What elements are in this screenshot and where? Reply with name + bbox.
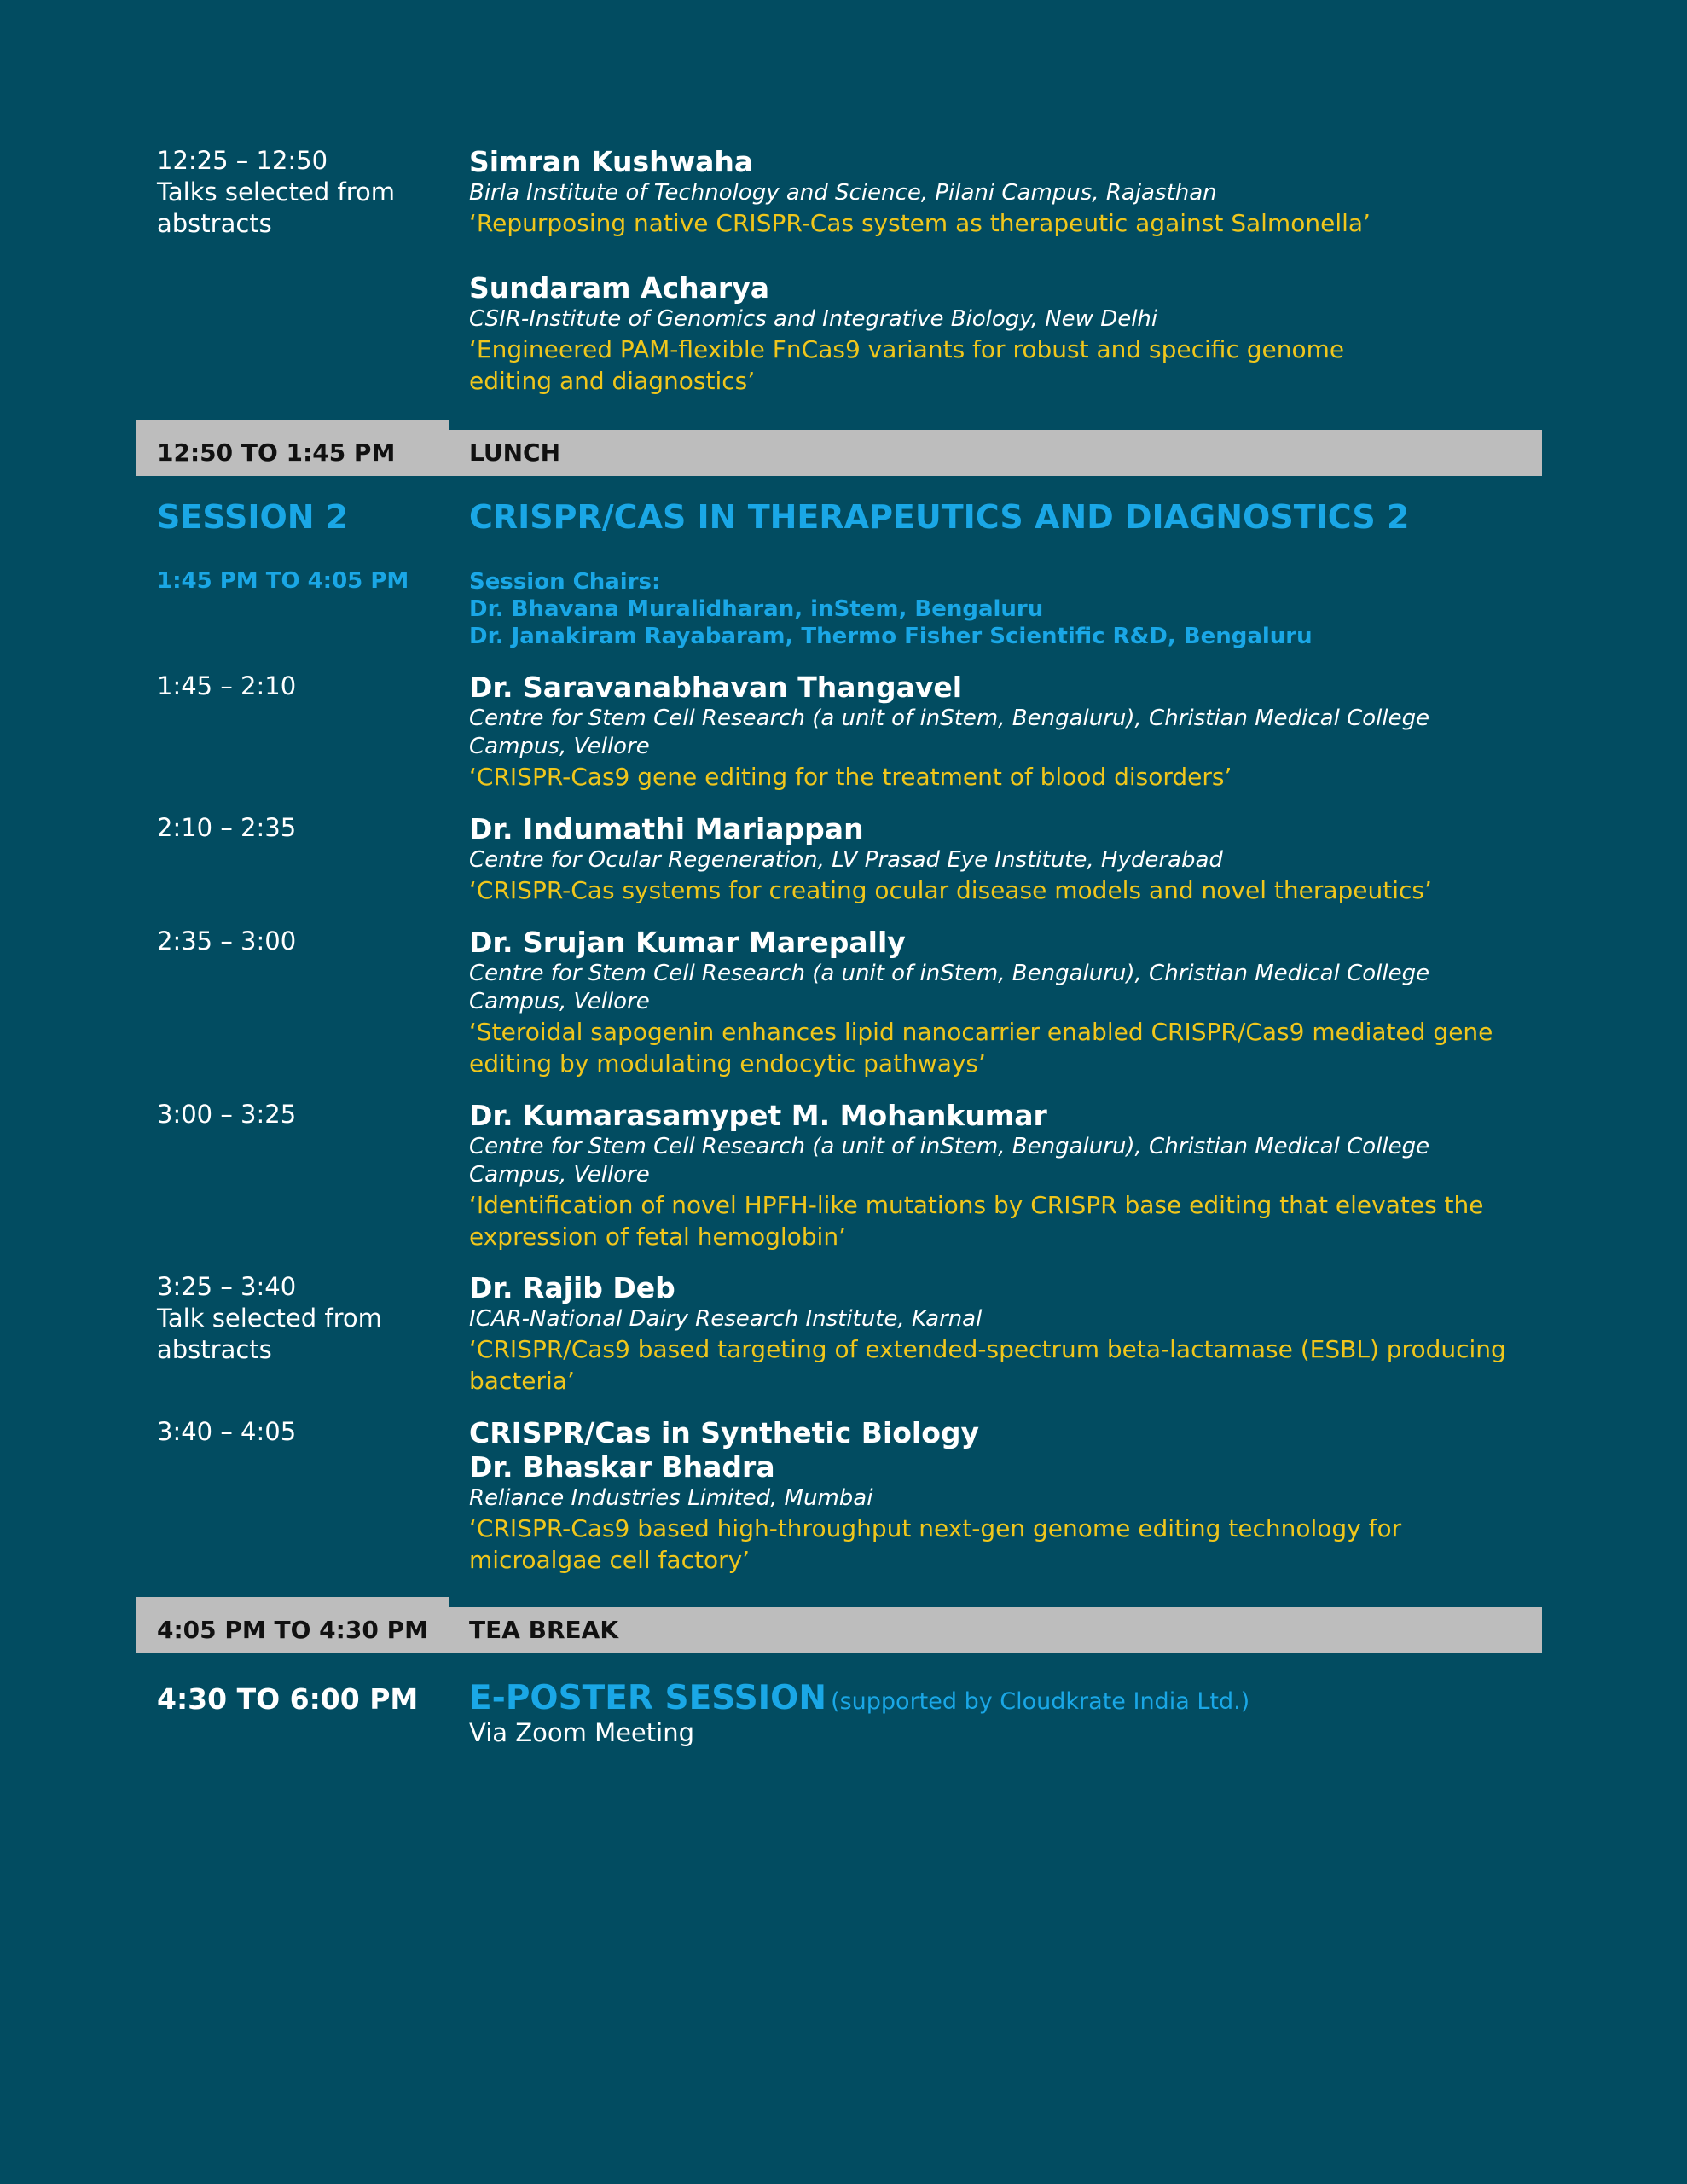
speaker-name: Dr. Bhaskar Bhadra <box>469 1450 775 1484</box>
lunch-label: LUNCH <box>469 439 560 467</box>
poster-via: Via Zoom Meeting <box>469 1718 694 1747</box>
session-chair: Dr. Bhavana Muralidharan, inStem, Bengaluru <box>469 596 1044 622</box>
talk-time: 3:25 – 3:40 <box>157 1272 297 1301</box>
talk-time-column <box>157 145 447 240</box>
speaker-entry <box>469 271 1424 397</box>
talk-time: 1:45 – 2:10 <box>157 671 297 700</box>
talk-time-column <box>157 1271 447 1366</box>
poster-heading <box>469 1679 1527 1717</box>
tea-break-time: 4:05 PM TO 4:30 PM <box>157 1616 428 1644</box>
talk-title: ‘CRISPR-Cas9 based high-throughput next-gen genome editing technology for microalgae cell factory’ <box>469 1514 1402 1574</box>
speaker-institution: Centre for Stem Cell Research (a unit of inStem, Bengaluru), Christian Medical College Campus, Vellore <box>469 1134 1430 1188</box>
session-chair: Dr. Janakiram Rayabaram, Thermo Fisher Scientific R&D, Bengaluru <box>469 624 1313 649</box>
talk-time: 3:40 – 4:05 <box>157 1417 297 1446</box>
poster-time: 4:30 TO 6:00 PM <box>157 1682 419 1716</box>
speaker-entry <box>469 1271 1527 1397</box>
speaker-entry <box>469 1099 1527 1252</box>
speaker-institution: Birla Institute of Technology and Science, Pilani Campus, Rajasthan <box>469 180 1217 206</box>
tea-break-bar <box>136 1607 1542 1653</box>
talk-time: 12:25 – 12:50 <box>157 146 328 175</box>
lunch-bar <box>136 430 1542 476</box>
speaker-entry <box>469 812 1527 906</box>
speaker-entry <box>469 926 1527 1079</box>
talk-time: 2:10 – 2:35 <box>157 813 297 842</box>
talk-time: 2:35 – 3:00 <box>157 926 297 956</box>
speaker-name: Dr. Indumathi Mariappan <box>469 812 864 845</box>
speaker-entry <box>469 145 1527 239</box>
lunch-bar-notch <box>136 420 449 430</box>
talk-title: ‘Repurposing native CRISPR-Cas system as therapeutic against Salmonella’ <box>469 209 1371 237</box>
talk-topic: CRISPR/Cas in Synthetic Biology <box>469 1416 980 1449</box>
poster-support: (supported by Cloudkrate India Ltd.) <box>831 1688 1250 1715</box>
session-time: 1:45 PM TO 4:05 PM <box>157 568 409 594</box>
speaker-institution: Centre for Ocular Regeneration, LV Prasad Eye Institute, Hyderabad <box>469 847 1223 873</box>
tea-bar-notch <box>136 1597 449 1607</box>
session-chairs <box>469 568 1527 650</box>
talk-title: ‘CRISPR-Cas9 gene editing for the treatment of blood disorders’ <box>469 763 1232 791</box>
speaker-name: Dr. Kumarasamypet M. Mohankumar <box>469 1099 1047 1132</box>
speaker-entry <box>469 1416 1527 1576</box>
speaker-institution: Centre for Stem Cell Research (a unit of inStem, Bengaluru), Christian Medical College Campus, Vellore <box>469 961 1430 1014</box>
session-chairs-heading: Session Chairs: <box>469 569 661 595</box>
speaker-name: Dr. Rajib Deb <box>469 1271 675 1304</box>
talk-title: ‘Identification of novel HPFH-like mutations by CRISPR base editing that elevates the expression of fetal hemoglobin’ <box>469 1191 1484 1251</box>
poster-details <box>469 1679 1527 1749</box>
speaker-name: Dr. Saravanabhavan Thangavel <box>469 671 963 704</box>
talk-title: ‘CRISPR-Cas systems for creating ocular disease models and novel therapeutics’ <box>469 876 1432 904</box>
speaker-institution: ICAR-National Dairy Research Institute, Karnal <box>469 1306 983 1332</box>
talk-note: Talks selected from abstracts <box>157 177 395 238</box>
talk-title: ‘CRISPR/Cas9 based targeting of extended-spectrum beta-lactamase (ESBL) producing bacteria’ <box>469 1335 1506 1395</box>
speaker-name: Dr. Srujan Kumar Marepally <box>469 926 906 959</box>
speaker-entry <box>469 671 1527 793</box>
speaker-institution: Reliance Industries Limited, Mumbai <box>469 1485 873 1511</box>
speaker-name: Simran Kushwaha <box>469 145 754 178</box>
speaker-name: Sundaram Acharya <box>469 271 769 305</box>
tea-break-label: TEA BREAK <box>469 1616 619 1644</box>
talk-title: ‘Engineered PAM-flexible FnCas9 variants for robust and specific genome editing and diagnostics’ <box>469 335 1345 395</box>
speaker-institution: Centre for Stem Cell Research (a unit of inStem, Bengaluru), Christian Medical College Campus, Vellore <box>469 706 1430 759</box>
session-title: CRISPR/CAS IN THERAPEUTICS AND DIAGNOSTICS 2 <box>469 498 1410 536</box>
session-label: SESSION 2 <box>157 498 349 536</box>
talk-time: 3:00 – 3:25 <box>157 1100 297 1129</box>
speaker-institution: CSIR-Institute of Genomics and Integrative Biology, New Delhi <box>469 306 1158 332</box>
poster-title: E-POSTER SESSION <box>469 1679 826 1717</box>
lunch-time: 12:50 TO 1:45 PM <box>157 439 396 467</box>
talk-note: Talk selected from abstracts <box>157 1304 382 1364</box>
talk-title: ‘Steroidal sapogenin enhances lipid nanocarrier enabled CRISPR/Cas9 mediated gene editing by modulating endocytic pathways’ <box>469 1018 1493 1077</box>
